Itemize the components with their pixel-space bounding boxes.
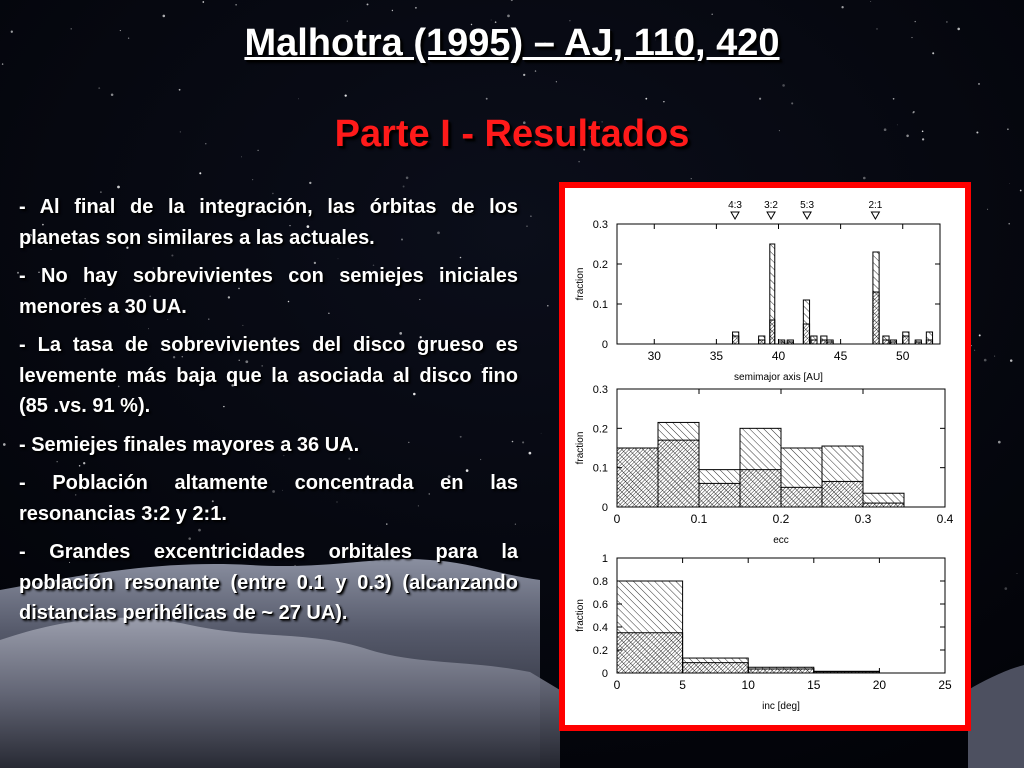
y-tick-label: 0 — [601, 502, 608, 514]
resonance-label: 2:1 — [868, 200, 883, 211]
x-tick-label: 50 — [896, 349, 910, 363]
x-axis-label: inc [deg] — [762, 701, 800, 712]
bullet-list — [19, 192, 518, 637]
histogram-bar-inner — [903, 336, 909, 344]
bullet-item: - Al final de la integración, las órbitas de los planetas son similares a las actuales. — [19, 196, 518, 249]
star — [1017, 573, 1018, 574]
histogram-bar-inner — [770, 320, 775, 344]
star — [526, 225, 528, 227]
y-tick-label: 0.3 — [592, 384, 608, 396]
x-tick-label: 15 — [807, 678, 821, 692]
resonance-marker — [871, 212, 879, 219]
star — [1004, 587, 1007, 590]
histogram-bar-inner — [740, 470, 781, 507]
y-axis-label: fraction — [575, 267, 586, 301]
histogram-bar-inner — [658, 440, 699, 507]
x-tick-label: 0.3 — [854, 512, 872, 526]
star — [111, 94, 114, 97]
y-tick-label: 0.1 — [592, 462, 608, 475]
star — [663, 101, 664, 102]
star — [163, 15, 166, 18]
star — [994, 356, 995, 357]
x-tick-label: 0.2 — [772, 512, 790, 526]
star — [98, 87, 100, 89]
slide-subtitle: Parte I - Resultados — [334, 113, 690, 155]
y-tick-label: 0.6 — [592, 599, 608, 611]
star — [202, 1, 204, 3]
histogram-figure — [565, 188, 965, 725]
star — [556, 81, 557, 82]
y-tick-label: 0.3 — [592, 219, 608, 231]
star — [979, 334, 981, 336]
star — [691, 178, 692, 179]
y-tick-label: 0.2 — [592, 645, 608, 657]
star — [392, 10, 393, 11]
star — [541, 433, 542, 434]
bullet-item: - Grandes excentricidades orbitales para la población resonante (entre 0.1 y 0.3) (alcanzando distancias perihélicas de ~ 27 UA). — [19, 541, 518, 624]
histogram-bar-inner — [699, 483, 740, 507]
histogram-bar-inner — [683, 663, 749, 673]
y-tick-label: 0.4 — [592, 622, 608, 634]
star — [235, 4, 237, 6]
star — [782, 84, 785, 87]
star — [367, 3, 369, 5]
plot-frame — [617, 224, 940, 344]
resonance-label: 5:3 — [800, 200, 815, 211]
x-tick-label: 0.1 — [690, 512, 708, 526]
star — [893, 98, 895, 100]
star — [530, 215, 532, 217]
resonance-marker — [731, 212, 739, 219]
x-axis-label: ecc — [773, 535, 789, 546]
star — [759, 98, 761, 100]
y-tick-label: 0.2 — [592, 259, 608, 271]
bullet-item: - Semiejes finales mayores a 36 UA. — [19, 433, 360, 456]
histogram-bar-inner — [873, 292, 879, 344]
star — [252, 179, 253, 180]
star — [978, 83, 980, 85]
star — [1009, 183, 1010, 184]
star — [309, 182, 311, 184]
x-tick-label: 10 — [741, 678, 755, 692]
y-tick-label: 0.8 — [592, 576, 608, 588]
histogram-bar-inner — [863, 503, 904, 507]
star — [345, 94, 347, 96]
bullet-item: - La tasa de sobrevivientes del disco grueso es levemente más baja que la asociada al disco fino (85 .vs. 91 %). — [19, 334, 518, 417]
y-tick-label: 0 — [601, 668, 608, 680]
y-tick-label: 0.2 — [592, 423, 608, 436]
bullet-item: - No hay sobrevivientes con semiejes iniciales menores a 30 UA. — [19, 265, 518, 318]
star — [529, 452, 532, 455]
x-tick-label: 30 — [647, 349, 661, 363]
x-tick-label: 45 — [833, 349, 848, 363]
star — [486, 98, 488, 100]
histogram-bar-inner — [617, 633, 683, 673]
y-tick-label: 1 — [601, 553, 608, 565]
star — [645, 98, 647, 100]
x-tick-label: 25 — [938, 678, 952, 692]
x-tick-label: 20 — [872, 678, 887, 692]
histogram-bar-inner — [733, 336, 739, 344]
resonance-marker — [767, 212, 775, 219]
histogram-bar-inner — [822, 481, 863, 507]
star — [870, 1, 871, 2]
star — [3, 443, 6, 446]
star — [298, 98, 299, 99]
histogram-bar-inner — [821, 340, 827, 344]
star — [863, 177, 866, 180]
star — [987, 209, 988, 210]
star — [578, 161, 580, 163]
resonance-marker — [803, 212, 811, 219]
star — [547, 305, 549, 307]
histogram-bar-inner — [781, 487, 822, 507]
y-tick-label: 0 — [601, 339, 608, 351]
bullet-item: - Población altamente concentrada en las resonancias 3:2 y 2:1. — [19, 472, 518, 525]
star — [998, 441, 1001, 444]
x-tick-label: 0 — [613, 512, 621, 526]
y-axis-label: fraction — [575, 599, 586, 632]
histogram-bar-inner — [883, 340, 889, 344]
star — [523, 74, 525, 76]
star — [403, 186, 405, 188]
resonance-label: 3:2 — [764, 200, 778, 211]
x-tick-label: 5 — [679, 678, 686, 692]
star — [841, 6, 843, 8]
star — [791, 102, 793, 104]
star — [984, 359, 987, 362]
star — [406, 177, 409, 180]
star — [535, 70, 536, 71]
histogram-bar-inner — [803, 324, 809, 344]
star — [179, 89, 181, 91]
histogram-bar-inner — [617, 448, 658, 507]
star — [1008, 223, 1010, 225]
star — [491, 19, 492, 20]
star — [1020, 190, 1022, 192]
star — [241, 157, 242, 158]
x-tick-label: 40 — [771, 349, 786, 363]
x-tick-label: 0 — [613, 678, 621, 692]
slide-title: Malhotra (1995) – AJ, 110, 420 — [244, 22, 780, 64]
x-tick-label: 0.4 — [936, 512, 954, 526]
figure-frame — [559, 182, 971, 731]
star — [507, 15, 510, 18]
star — [1010, 359, 1013, 362]
y-axis-label: fraction — [575, 431, 586, 465]
star — [117, 186, 120, 189]
star — [199, 172, 201, 174]
star — [711, 13, 713, 15]
histogram-bar-inner — [926, 340, 932, 344]
x-axis-label: semimajor axis [AU] — [734, 372, 823, 383]
star — [974, 350, 975, 351]
histogram-bar-inner — [759, 340, 765, 344]
resonance-label: 4:3 — [728, 200, 742, 211]
histogram-bar-inner — [748, 669, 814, 673]
y-tick-label: 0.1 — [592, 299, 608, 311]
x-tick-label: 35 — [709, 349, 724, 363]
star — [522, 441, 524, 443]
star — [415, 7, 417, 9]
histogram-bar-inner — [811, 340, 817, 344]
